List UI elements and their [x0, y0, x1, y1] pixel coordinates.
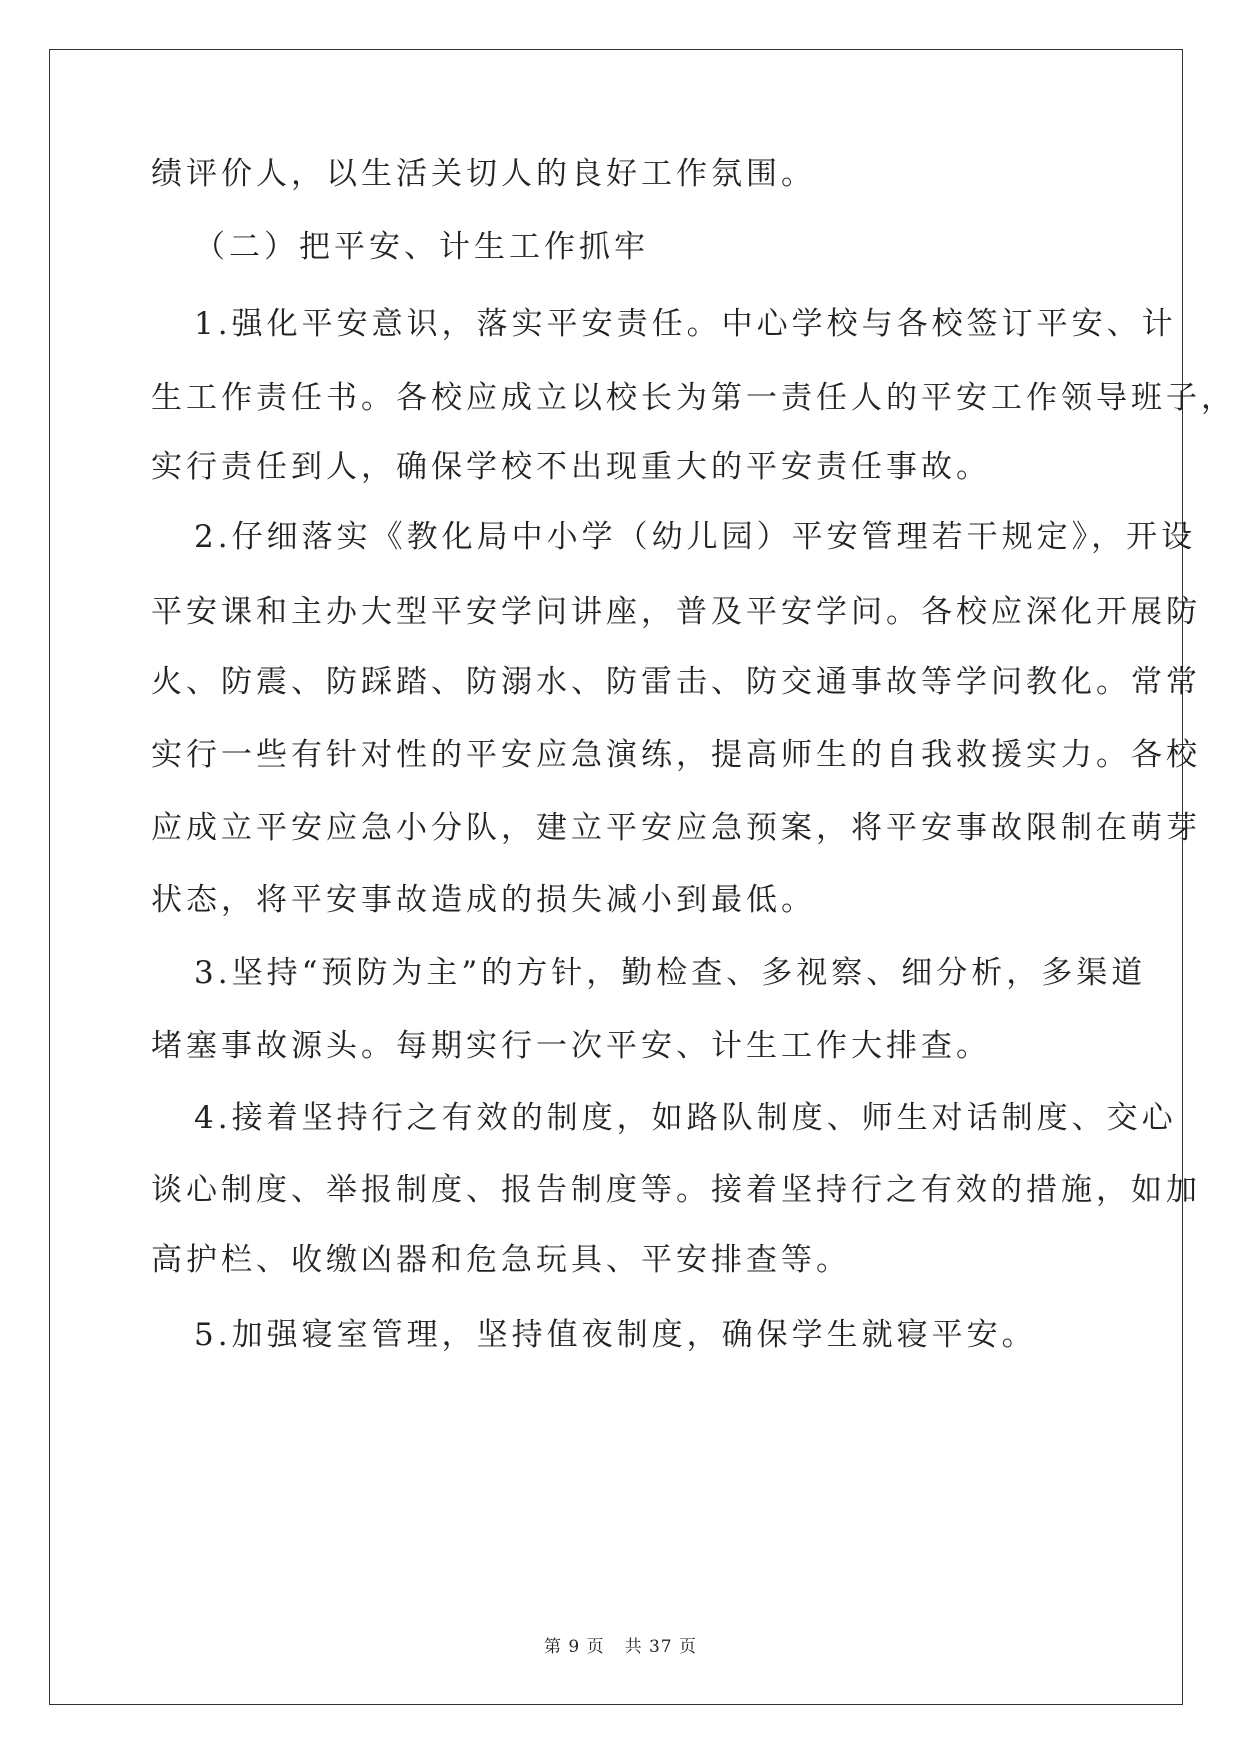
body-line: 实行责任到人，确保学校不出现重大的平安责任事故。 [151, 449, 991, 485]
section-heading: （二）把平安、计生工作抓牢 [194, 229, 649, 265]
body-line: 绩评价人，以生活关切人的良好工作氛围。 [151, 156, 816, 192]
page-border [49, 49, 1236, 1705]
paragraph-first-line: 3.坚持“预防为主”的方针，勤检查、多视察、细分析，多渠道 [194, 955, 1147, 991]
paragraph-first-line: 5.加强寝室管理，坚持值夜制度，确保学生就寝平安。 [194, 1317, 1037, 1353]
page-number: 第 9 页 [543, 1637, 605, 1657]
body-line: 状态，将平安事故造成的损失减小到最低。 [151, 882, 816, 918]
body-line: 谈心制度、举报制度、报告制度等。接着坚持行之有效的措施，如加 [151, 1172, 1201, 1208]
body-line: 应成立平安应急小分队，建立平安应急预案，将平安事故限制在萌芽 [151, 810, 1201, 846]
body-line: 堵塞事故源头。每期实行一次平安、计生工作大排查。 [151, 1028, 991, 1064]
paragraph-first-line: 2.仔细落实《教化局中小学（幼儿园）平安管理若干规定》，开设 [194, 519, 1197, 555]
body-line: 火、防震、防踩踏、防溺水、防雷击、防交通事故等学问教化。常常 [151, 664, 1201, 700]
body-line: 高护栏、收缴凶器和危急玩具、平安排查等。 [151, 1242, 851, 1278]
total-pages: 共 37 页 [624, 1637, 698, 1657]
body-line: 平安课和主办大型平安学问讲座，普及平安学问。各校应深化开展防 [151, 594, 1201, 630]
paragraph-first-line: 1.强化平安意识，落实平安责任。中心学校与各校签订平安、计 [194, 306, 1177, 342]
body-line: 生工作责任书。各校应成立以校长为第一责任人的平安工作领导班子， [151, 380, 1236, 416]
paragraph-first-line: 4.接着坚持行之有效的制度，如路队制度、师生对话制度、交心 [194, 1100, 1177, 1136]
body-line: 实行一些有针对性的平安应急演练，提高师生的自我救援实力。各校 [151, 737, 1201, 773]
page-footer [0, 1632, 1241, 1657]
